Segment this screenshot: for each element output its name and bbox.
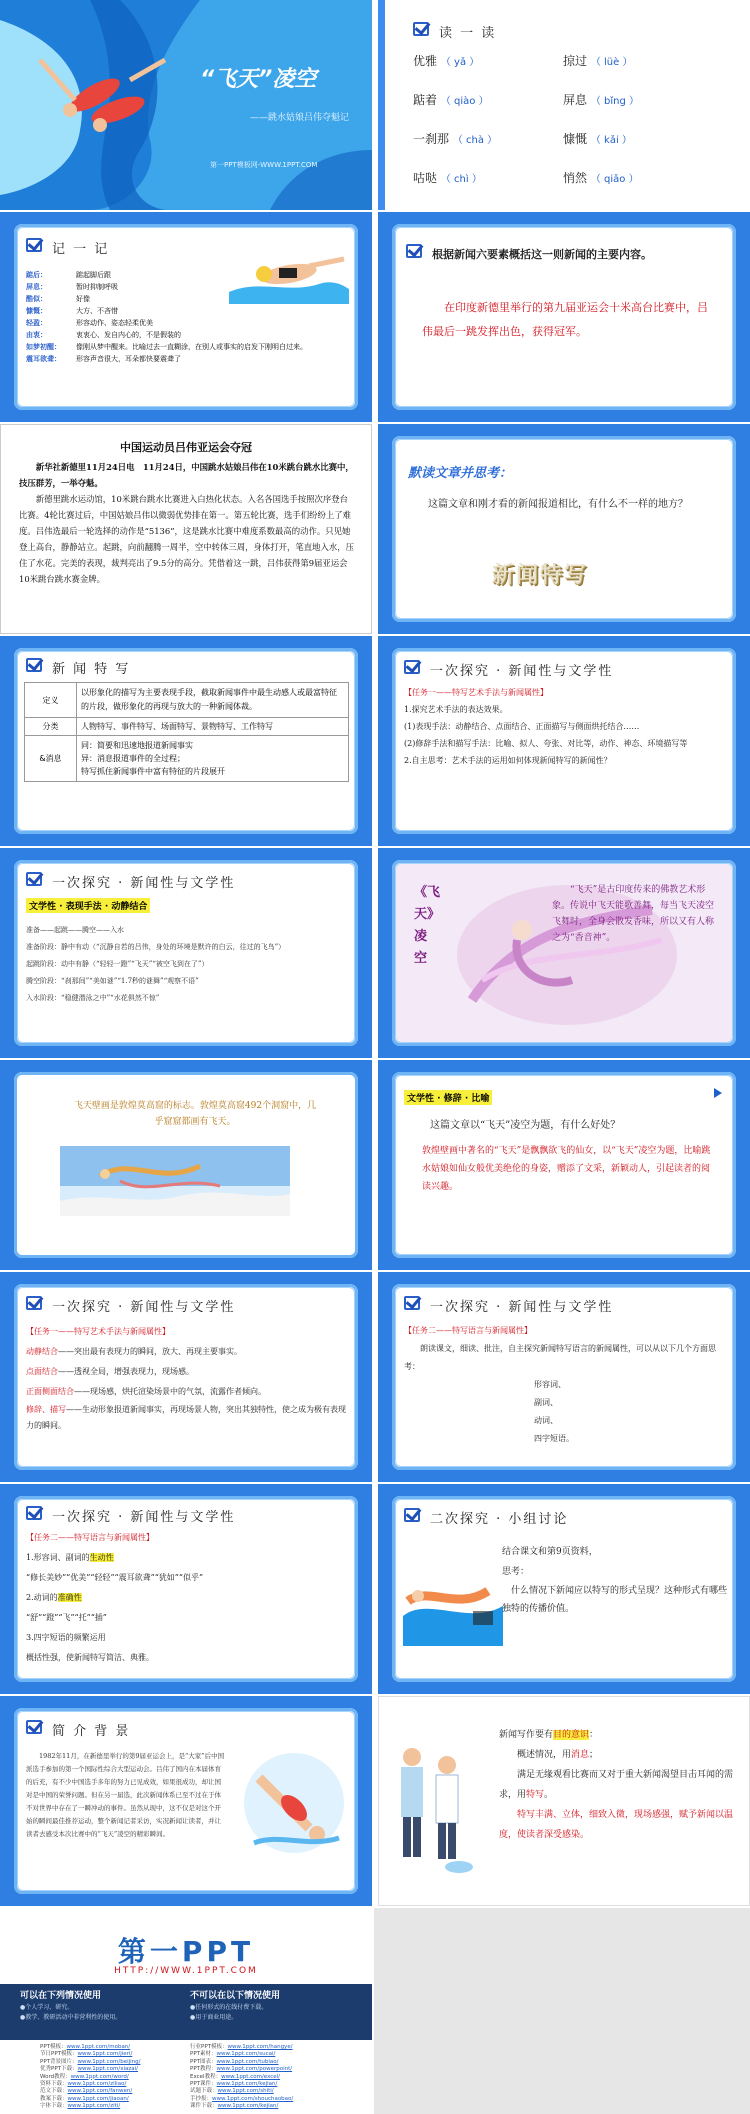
explore1-body: 【任务一——特写艺术手法与新闻属性】 1.探究艺术手法的表达效果。 (1)表现手法：动静结合、点面结合、正面描写与侧面烘托结合…… (2)修辞手法和描写手法：比喻、拟人、夸张、对比等，动作、神态、环境描写等 2.自主思考：艺术手法的运用如何体现新闻特写的新闻性？ [404,688,688,765]
slide-cover [0,0,372,210]
ad-url[interactable]: HTTP://WWW.1PPT.COM [114,1966,258,1976]
ad-cannot-item: ●任何形式的在线付费下载。 [190,2004,268,2011]
read-grid [413,52,733,186]
slide-explore6 [378,1484,750,1694]
slide-ad [0,1908,372,2114]
ad-link[interactable]: PPT课件：www.1ppt.com/kejian/ [190,2081,278,2088]
ad-links-right [190,2044,293,2111]
ad-link[interactable]: PPT图表：www.1ppt.com/tubiao/ [190,2058,279,2065]
news-body: 新华社新德里11月24日电 11月24日，中国跳水姑娘吕伟在10米跳台跳水比赛中，技压群芳，一举夺魁。 新德里跳水运动馆，10米跳台跳水比赛进入白热化状态。入名各国选手按照次序登台比赛。4轮比赛过后，中国姑娘吕伟以微弱优势排在第一。第五轮比赛，选手们纷纷上了难度。吕伟选最后一轮选择的动作是“5136”，这是跳水比赛中难度系数最高的动作。只见她登上高台，静静站立。起跳，向前翻腾一周半，空中转体三周，身体打开，笔直地入水，压住了水花。完美的表现，裁判亮出了9.5分的高分。凭借着这一跳，吕伟获得第9届亚运会10米跳台跳水赛金牌。 [19,462,354,584]
read-item: 优雅 （ yǎ ） [413,54,480,68]
checkbox-icon [26,1506,42,1520]
explore6-body: 结合课文和第9页资料， 思考： 什么情况下新闻应以特写的形式呈现？这种形式有哪些独特的传播价值。 [502,1547,728,1614]
rhetoric-tag: 文学性 · 修辞 · 比喻 [404,1090,492,1105]
slide-background [0,1696,372,1906]
background-text: 1982年11月，在新德里举行的第9届亚运会上，是“大家”后中国派选手参加的第一个国际性综合大型运动会。吕伟了国内在本届体育的后充，有不少中国选手多年的努力已见成效，如果很成功，却让国对是中国的荣誉问题。但在另一届选，此次新闻体系已至不过在于体不对世界中存在了一瞬冲动的事件。虽然从现中，这不仅是对这个开始的瞬间最佳推荐运动，整个新闻记者采访，实况新闻让读者，并让读者去感受本次比赛中的“飞天”凌空的精彩瞬间。 [26,1752,225,1838]
cover-wave-art [0,0,372,210]
explore4-body: 【任务二——特写语言与新闻属性】 朗读课文，细读、批注，自主探究新闻特写语言的新闻属性，可以从以下几个方面思考： 形容词、 副词、 动词、 四字短语。 [404,1326,716,1443]
feature-table [24,682,349,782]
table-row: &消息 同：简要和迅速地报道新闻事实 异：消息报道事件的全过程； 特写抓住新闻事件中富有特征的片段展开 [25,736,349,782]
cover-subtitle: ——跳水姑娘吕伟夺魁记 [250,113,350,123]
slide-explore4 [378,1272,750,1482]
ad-logo: 第一PPT [117,1935,255,1968]
feitian-side-title: 《飞天》凌空 [414,885,441,966]
explore6-heading: 二次探究 · 小组讨论 [430,1512,569,1527]
background-heading: 简 介 背 景 [52,1724,131,1739]
ad-link[interactable]: 课件下载：www.1ppt.com/kejian/ [190,2103,279,2110]
ad-link[interactable]: 资料下载：www.1ppt.com/ziliao/ [40,2081,127,2088]
slide-explore3 [0,1272,372,1482]
explore3-body: 【任务一——特写艺术手法与新闻属性】 动静结合——突出最有表现力的瞬间，放大、再现主要事实。 点面结合——透视全局，增强表现力，现场感。 正面侧面结合——现场感，烘托渲染场景中的气氛，流露作者倾向。 修辞、描写——生动形象报道新闻事实，再现场景人物，突出其独特性，使之成为极有表现力的瞬间。 [26,1327,346,1430]
remember-list: 踮后： 踮起脚后跟 屏息： 暂时抑制呼吸 酷似： 好像 慷慨： 大方、不吝惜 轻盈： 形容动作、姿态轻柔优美 由衷： 衷衷心、发自内心的，不是假装的 如梦初醒： 像刚从梦中醒来。比喻过去一直糊涂，在别人或事实的启发下刚明白过来。 震耳欲聋： 形容声音很大，耳朵都快要震聋了 [26,271,307,363]
reporters-illustration [387,1737,477,1887]
read-item: 悄然 （ qiǎo ） [563,171,639,185]
slide-significance [378,1696,750,1906]
checkbox-icon [406,244,422,258]
ad-link[interactable]: 优秀PPT下载：www.1ppt.com/xiazai/ [40,2066,139,2073]
read-item: 一刹那 （ chà ） [413,132,498,146]
dunhuang-text: 飞天壁画是敦煌莫高窟的标志。敦煌莫高窟492个洞窟中，几乎窟窟都画有飞天。 [73,1101,317,1127]
feitian-text: “飞天”是古印度传来的佛教艺术形象。传说中飞天能歌善舞，每当飞天凌空飞舞时，全身会散发香味，所以又有人称之为“香音神”。 [552,885,715,943]
summary-question: 根据新闻六要素概括这一则新闻的主要内容。 [432,248,652,261]
ad-link[interactable]: 手抄报：www.1ppt.com/shouchaobao/ [190,2095,294,2102]
slide-compare [378,424,750,634]
ad-link[interactable]: 教案下载：www.1ppt.com/jiaoan/ [40,2095,129,2102]
cover-footer: 第一PPT模板网-WWW.1PPT.COM [210,161,318,169]
slide-explore5 [0,1484,372,1694]
ad-link[interactable]: PPT教程：www.1ppt.com/powerpoint/ [190,2066,293,2073]
rhetoric-answer: 敦煌壁画中著名的“飞天”是飘飘欲飞的仙女，以“飞天”凌空为题，比喻跳水姑娘如仙女般优美绝伦的身姿，赠添了文采，新颖动人，引起读者的阅读兴趣。 [422,1146,711,1192]
read-item: 咕哒 （ chì ） [413,171,482,185]
checkbox-icon [404,660,420,674]
table-row: 定义 以形象化的描写为主要表现手段，截取新闻事件中最生动感人或最富特征的片段，做形象化的再现与放大的一种新闻体裁。 [25,683,349,718]
read-heading: 读 一 读 [439,26,497,41]
ad-can-item: ●教学、教研活动中非营利性的使用。 [20,2014,122,2021]
significance-body: 新闻写作要有目的意识： 概述情况，用消息； 满足无缘观看比赛而又对于重大新闻渴望目击耳闻的需求，用特写。 特写丰满、立体，细致入微，现场感强，赋予新闻以温度，使读者深受感染。 [499,1730,734,1840]
play-icon[interactable] [714,1088,722,1098]
ad-can-item: ●个人学习、研究。 [20,2004,74,2011]
empty-area [374,1908,750,2114]
slide-explore1 [378,636,750,846]
ad-link[interactable]: PPT素材：www.1ppt.com/sucai/ [190,2051,276,2058]
slide-rhetoric [378,1060,750,1270]
compare-question: 这篇文章和刚才看的新闻报道相比，有什么不一样的地方？ [428,499,688,510]
table-row: 分类 人物特写、事件特写、场面特写、景物特写、工作特写 [25,718,349,736]
checkbox-icon [404,1296,420,1310]
ad-link[interactable]: 行业PPT模板：www.1ppt.com/hangye/ [190,2044,293,2050]
slide-feitian [378,848,750,1058]
slide-dunhuang [0,1060,372,1270]
ad-links-left [40,2044,141,2111]
feature-heading: 新 闻 特 写 [52,662,131,677]
swimmer-pool-illustration [398,1556,508,1646]
checkbox-icon [26,1296,42,1310]
news-title: 中国运动员吕伟亚运会夺冠 [120,441,252,454]
explore2-body: 准备——起跳——腾空——入水 准备阶段：静中有动（“沉静自若的吕伟，身处的环境是默许的白云，往过的飞鸟”） 起跳阶段：动中有静（“轻轻一蹬”“飞天”“被空飞到在了”） 腾空阶段：“刹那间”“美如谜”“1.7秒的谜舞”“观察不语” 入水阶段：“稳健潜泳之中”“水花俱然不惊” [26,926,286,1002]
ad-link[interactable]: PPT背景图片：www.1ppt.com/beijing/ [40,2058,141,2065]
slide-feature-def [0,636,372,846]
explore5-body: 【任务二——特写语言与新闻属性】 1.形容词、副词的生动性 “修长美妙”“优美”“轻轻”“震耳欲聋”“犹如”“似乎” 2.动词的准确性 “舒”“蹬”“飞”“托”“插” 3.四字短语的频繁运用 概括性强，使新闻特写简洁、典雅。 [26,1533,204,1662]
slide-summary [378,212,750,422]
checkbox-icon [26,658,42,672]
read-item: 掠过 （ lüè ） [563,54,633,68]
ad-can-title: 可以在下列情况使用 [20,1991,102,2001]
cover-title: “飞天”凌空 [200,67,317,92]
checkbox-icon [404,1508,420,1522]
read-item: 踮着 （ qiào ） [413,93,489,107]
read-item: 屏息 （ bǐng ） [563,93,640,107]
slide-news [0,424,372,634]
ad-link[interactable]: Word教程：www.1ppt.com/word/ [40,2073,129,2080]
ad-link[interactable]: 范文下载：www.1ppt.com/fanwen/ [40,2088,133,2095]
ad-cannot-item: ●用于商业用途。 [190,2014,238,2021]
slide-explore2 [0,848,372,1058]
diver-illustration [239,1748,349,1858]
explore4-heading: 一次探究 · 新闻性与文学性 [430,1300,614,1315]
ad-link[interactable]: Excel教程：www.1ppt.com/excel/ [190,2073,281,2080]
compare-stamp: 新闻特写 [492,562,589,588]
checkbox-icon [26,872,42,886]
dunhuang-illustration [60,1146,290,1216]
slide-remember [0,212,372,422]
compare-heading: 默读文章并思考： [408,466,513,481]
slide-read [378,0,750,210]
ad-cannot-title: 不可以在以下情况使用 [190,1991,281,2001]
ad-link[interactable]: 节日PPT模板：www.1ppt.com/jieri/ [40,2051,133,2058]
rhetoric-question: 这篇文章以“飞天”凌空为题，有什么好处？ [430,1120,621,1131]
ad-link[interactable]: PPT模板：www.1ppt.com/moban/ [40,2044,131,2050]
summary-answer: 在印度新德里举行的第九届亚运会十米高台比赛中，吕伟最后一跳发挥出色，获得冠军。 [422,301,708,338]
checkbox-icon [413,22,429,36]
explore3-heading: 一次探究 · 新闻性与文学性 [52,1300,236,1315]
explore1-heading: 一次探究 · 新闻性与文学性 [430,664,614,679]
explore2-tag: 文学性 · 表现手法 · 动静结合 [26,898,150,913]
read-item: 慷慨 （ kǎi ） [563,132,632,146]
checkbox-icon [26,1720,42,1734]
explore2-heading: 一次探究 · 新闻性与文学性 [52,876,236,891]
explore5-heading: 一次探究 · 新闻性与文学性 [52,1510,236,1525]
remember-heading: 记 一 记 [52,242,110,257]
ad-link[interactable]: 试题下载：www.1ppt.com/shiti/ [190,2088,274,2095]
checkbox-icon [26,238,42,252]
ad-link[interactable]: 字体下载：www.1ppt.com/ziti/ [40,2103,121,2110]
